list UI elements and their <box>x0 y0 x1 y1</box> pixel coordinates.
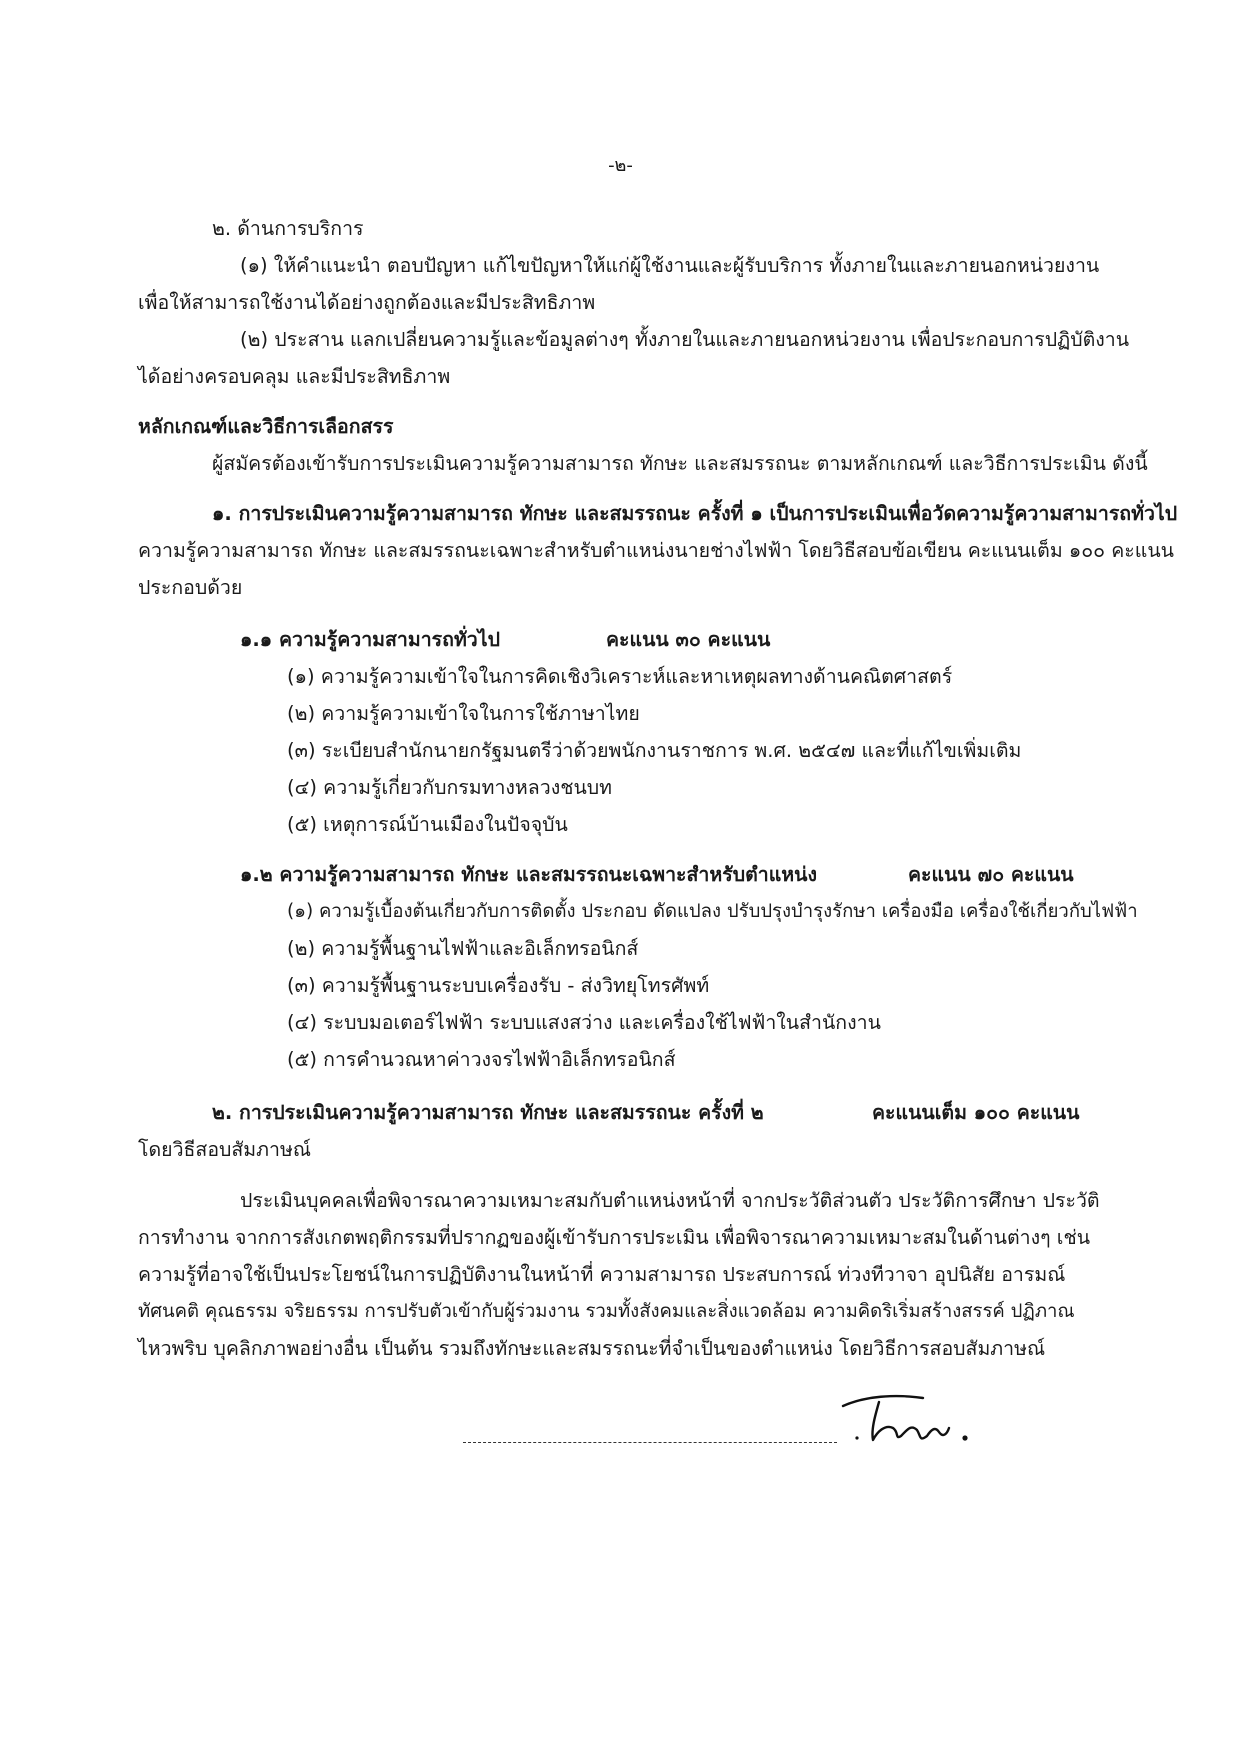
evaluation-2-score: คะแนนเต็ม ๑๐๐ คะแนน <box>872 1101 1080 1124</box>
part-1-2-item: (๓) ความรู้พื้นฐานระบบเครื่องรับ - ส่งวิทยุโทรศัพท์ <box>287 974 710 997</box>
part-1-2-score: คะแนน ๗๐ คะแนน <box>908 863 1074 886</box>
part-1-2-item: (๔) ระบบมอเตอร์ไฟฟ้า ระบบแสงสว่าง และเครื่องใช้ไฟฟ้าในสำนักงาน <box>287 1011 881 1034</box>
evaluation-1-line-3: ประกอบด้วย <box>138 576 243 599</box>
criteria-heading: หลักเกณฑ์และวิธีการเลือกสรร <box>138 415 394 438</box>
handwritten-signature <box>835 1384 985 1454</box>
criteria-intro: ผู้สมัครต้องเข้ารับการประเมินความรู้ความสามารถ ทักษะ และสมรรถนะ ตามหลักเกณฑ์ และวิธีการประเมิน ดังนี้ <box>212 452 1148 475</box>
signature-line <box>463 1442 837 1443</box>
interview-line: ความรู้ที่อาจใช้เป็นประโยชน์ในการปฏิบัติงานในหน้าที่ ความสามารถ ประสบการณ์ ท่วงทีวาจา อุปนิสัย อารมณ์ <box>138 1263 1066 1286</box>
evaluation-1-line-2: ความรู้ความสามารถ ทักษะ และสมรรถนะเฉพาะสำหรับตำแหน่งนายช่างไฟฟ้า โดยวิธีสอบข้อเขียน คะแนนเต็ม ๑๐๐ คะแนน <box>138 539 1174 562</box>
part-1-1-item: (๓) ระเบียบสำนักนายกรัฐมนตรีว่าด้วยพนักงานราชการ พ.ศ. ๒๕๔๗ และที่แก้ไขเพิ่มเติม <box>287 739 1022 762</box>
part-1-1-item: (๒) ความรู้ความเข้าใจในการใช้ภาษาไทย <box>287 702 640 725</box>
interview-line: ทัศนคติ คุณธรรม จริยธรรม การปรับตัวเข้ากับผู้ร่วมงาน รวมทั้งสังคมและสิ่งแวดล้อม ความคิดริเริ่มสร้างสรรค์ ปฏิภาณ <box>138 1301 1075 1322</box>
part-1-2-item: (๑) ความรู้เบื้องต้นเกี่ยวกับการติดตั้ง ประกอบ ดัดแปลง ปรับปรุงบำรุงรักษา เครื่องมือ เครื่องใช้เกี่ยวกับไฟฟ้า <box>287 901 1138 922</box>
part-1-2-title: ๑.๒ ความรู้ความสามารถ ทักษะ และสมรรถนะเฉพาะสำหรับตำแหน่ง <box>240 863 817 886</box>
service-item-1-line-1: (๑) ให้คำแนะนำ ตอบปัญหา แก้ไขปัญหาให้แก่ผู้ใช้งานและผู้รับบริการ ทั้งภายในและภายนอกหน่วยงาน <box>240 254 1100 277</box>
part-1-1-item: (๔) ความรู้เกี่ยวกับกรมทางหลวงชนบท <box>287 776 613 799</box>
evaluation-2-method: โดยวิธีสอบสัมภาษณ์ <box>138 1138 311 1161</box>
part-1-2-item: (๒) ความรู้พื้นฐานไฟฟ้าและอิเล็กทรอนิกส์ <box>287 937 639 960</box>
evaluation-1-line-1: ๑. การประเมินความรู้ความสามารถ ทักษะ และสมรรถนะ ครั้งที่ ๑ เป็นการประเมินเพื่อวัดความรู้ความสามารถทั่วไป <box>212 502 1178 525</box>
interview-line: การทำงาน จากการสังเกตพฤติกรรมที่ปรากฏของผู้เข้ารับการประเมิน เพื่อพิจารณาความเหมาะสมในด้านต่างๆ เช่น <box>138 1226 1091 1249</box>
part-1-1-title: ๑.๑ ความรู้ความสามารถทั่วไป <box>240 628 500 651</box>
service-heading: ๒. ด้านการบริการ <box>212 217 364 240</box>
service-item-2-line-2: ได้อย่างครอบคลุม และมีประสิทธิภาพ <box>138 365 451 388</box>
page-number: -๒- <box>608 155 633 176</box>
service-item-2-line-1: (๒) ประสาน แลกเปลี่ยนความรู้และข้อมูลต่างๆ ทั้งภายในและภายนอกหน่วยงาน เพื่อประกอบการปฏิบัติงาน <box>240 328 1130 351</box>
evaluation-2-title: ๒. การประเมินความรู้ความสามารถ ทักษะ และสมรรถนะ ครั้งที่ ๒ <box>212 1101 764 1124</box>
interview-line: ไหวพริบ บุคลิกภาพอย่างอื่น เป็นต้น รวมถึงทักษะและสมรรถนะที่จำเป็นของตำแหน่ง โดยวิธีการสอบสัมภาษณ์ <box>138 1337 1046 1360</box>
part-1-1-item: (๑) ความรู้ความเข้าใจในการคิดเชิงวิเคราะห์และหาเหตุผลทางด้านคณิตศาสตร์ <box>287 665 953 688</box>
part-1-1-score: คะแนน ๓๐ คะแนน <box>606 628 771 651</box>
part-1-2-item: (๕) การคำนวณหาค่าวงจรไฟฟ้าอิเล็กทรอนิกส์ <box>287 1048 676 1071</box>
service-item-1-line-2: เพื่อให้สามารถใช้งานได้อย่างถูกต้องและมีประสิทธิภาพ <box>138 291 596 314</box>
interview-line: ประเมินบุคคลเพื่อพิจารณาความเหมาะสมกับตำแหน่งหน้าที่ จากประวัติส่วนตัว ประวัติการศึกษา ประวัติ <box>240 1189 1100 1212</box>
part-1-1-item: (๕) เหตุการณ์บ้านเมืองในปัจจุบัน <box>287 813 568 836</box>
